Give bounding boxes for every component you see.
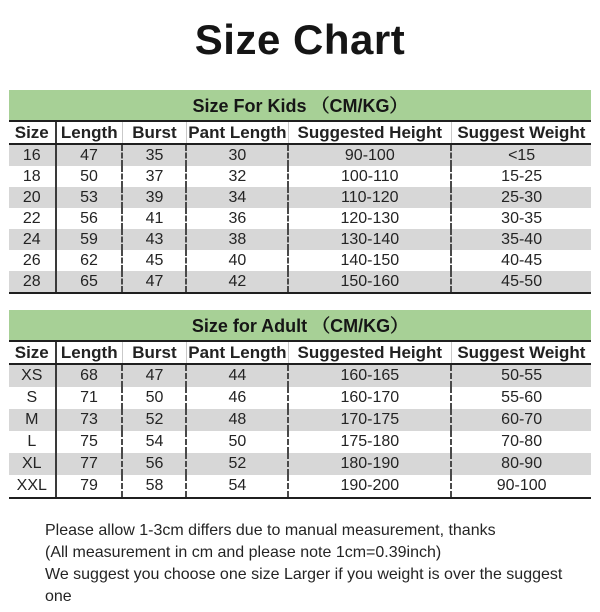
table-cell: 54 [186,475,288,498]
table-cell: 52 [122,409,186,431]
table-cell: 47 [122,271,186,293]
column-header-size: Size [9,121,56,144]
table-cell: 24 [22,231,41,248]
table-cell: 160-165 [288,364,451,387]
table-cell: 65 [56,271,123,293]
table-cell: 80-90 [451,453,591,475]
column-header-length: Length [56,121,123,144]
table-cell: 90-100 [288,144,451,166]
table-cell: 48 [186,409,288,431]
table-cell: 130-140 [288,229,451,250]
table-cell: 75 [56,431,123,453]
table-cell: 37 [122,166,186,187]
column-header-suggest-weight: Suggest Weight [451,341,591,364]
adult-table-header [9,341,591,364]
table-cell: 50 [122,387,186,409]
table-cell: 46 [186,387,288,409]
column-header-length: Length [56,341,123,364]
column-header-suggested-height: Suggested Height [288,341,451,364]
table-row [9,166,591,187]
table-row [9,409,591,431]
table-cell: 58 [122,475,186,498]
table-cell: 50 [186,431,288,453]
table-cell: 120-130 [288,208,451,229]
column-header-pant-length: Pant Length [186,121,288,144]
table-cell: XL [21,455,42,472]
header-row [9,121,591,144]
kids-section-title: Size For Kids （CM/KG） [192,96,408,116]
table-cell: 54 [122,431,186,453]
table-cell: 15-25 [451,166,591,187]
table-cell: 47 [122,364,186,387]
kids-section-band [9,90,591,120]
table-cell: 18 [22,168,41,185]
table-cell: 16 [22,147,41,164]
footer-notes [45,520,580,608]
table-cell: 56 [56,208,123,229]
table-cell: M [25,411,39,428]
table-cell: 53 [56,187,123,208]
table-cell: L [27,433,37,450]
header-row [9,341,591,364]
table-cell: 55-60 [451,387,591,409]
table-cell: 41 [122,208,186,229]
table-cell: 35 [122,144,186,166]
table-cell: 100-110 [288,166,451,187]
table-row [9,431,591,453]
page-title: Size Chart [194,16,406,63]
table-row [9,187,591,208]
table-cell: 22 [22,210,41,227]
table-cell: S [26,389,38,406]
table-cell: 160-170 [288,387,451,409]
adult-table-body [9,364,591,498]
table-cell: 38 [186,229,288,250]
table-row [9,229,591,250]
table-cell: 40-45 [451,250,591,271]
table-cell: 175-180 [288,431,451,453]
kids-table-body [9,144,591,293]
column-header-size: Size [9,341,56,364]
table-cell: 32 [186,166,288,187]
adult-section-title: Size for Adult （CM/KG） [191,316,409,336]
column-header-suggest-weight: Suggest Weight [451,121,591,144]
table-cell: 56 [122,453,186,475]
adult-section-band [9,310,591,340]
table-cell: 70-80 [451,431,591,453]
column-header-burst: Burst [122,341,186,364]
table-cell: 34 [186,187,288,208]
table-cell: 47 [56,144,123,166]
table-cell: 35-40 [451,229,591,250]
table-row [9,208,591,229]
table-cell: 45-50 [451,271,591,293]
table-cell: 40 [186,250,288,271]
table-cell: 25-30 [451,187,591,208]
table-cell: XXL [9,475,56,498]
footer-note-line: (All measurement in cm and please note 1cm=0.39inch) [45,544,442,561]
table-row [9,364,591,387]
table-cell: 43 [122,229,186,250]
table-row [9,271,591,293]
table-row [9,475,591,498]
table-cell: 45 [122,250,186,271]
table-row [9,250,591,271]
table-cell: 50-55 [451,364,591,387]
table-cell: 140-150 [288,250,451,271]
footer-note-line: Please allow 1-3cm differs due to manual measurement, thanks [45,522,496,539]
table-cell: 190-200 [288,475,451,498]
table-cell: XS [21,367,43,384]
table-cell: 26 [22,252,41,269]
table-cell: 20 [22,189,41,206]
table-cell: 150-160 [288,271,451,293]
table-row [9,144,591,166]
table-cell: 42 [186,271,288,293]
adult-size-table [9,340,591,499]
table-row [9,387,591,409]
table-cell: 44 [186,364,288,387]
table-cell: 79 [56,475,123,498]
table-cell: 30 [186,144,288,166]
table-cell: 170-175 [288,409,451,431]
table-cell: 50 [56,166,123,187]
table-row [9,453,591,475]
table-cell: 110-120 [288,187,451,208]
kids-size-table [9,120,591,294]
table-cell: 36 [186,208,288,229]
table-cell: 180-190 [288,453,451,475]
footer-note-line: We suggest you choose one size Larger if you weight is over the suggest one [45,566,563,605]
table-cell: 59 [56,229,123,250]
table-cell: 73 [56,409,123,431]
table-cell: 28 [9,271,56,293]
table-cell: <15 [451,144,591,166]
table-cell: 62 [56,250,123,271]
table-cell: 39 [122,187,186,208]
column-header-burst: Burst [122,121,186,144]
table-cell: 90-100 [451,475,591,498]
table-cell: 68 [56,364,123,387]
column-header-suggested-height: Suggested Height [288,121,451,144]
kids-table-header [9,121,591,144]
table-cell: 60-70 [451,409,591,431]
table-cell: 71 [56,387,123,409]
table-cell: 52 [186,453,288,475]
table-cell: 30-35 [451,208,591,229]
column-header-pant-length: Pant Length [186,341,288,364]
table-cell: 77 [56,453,123,475]
